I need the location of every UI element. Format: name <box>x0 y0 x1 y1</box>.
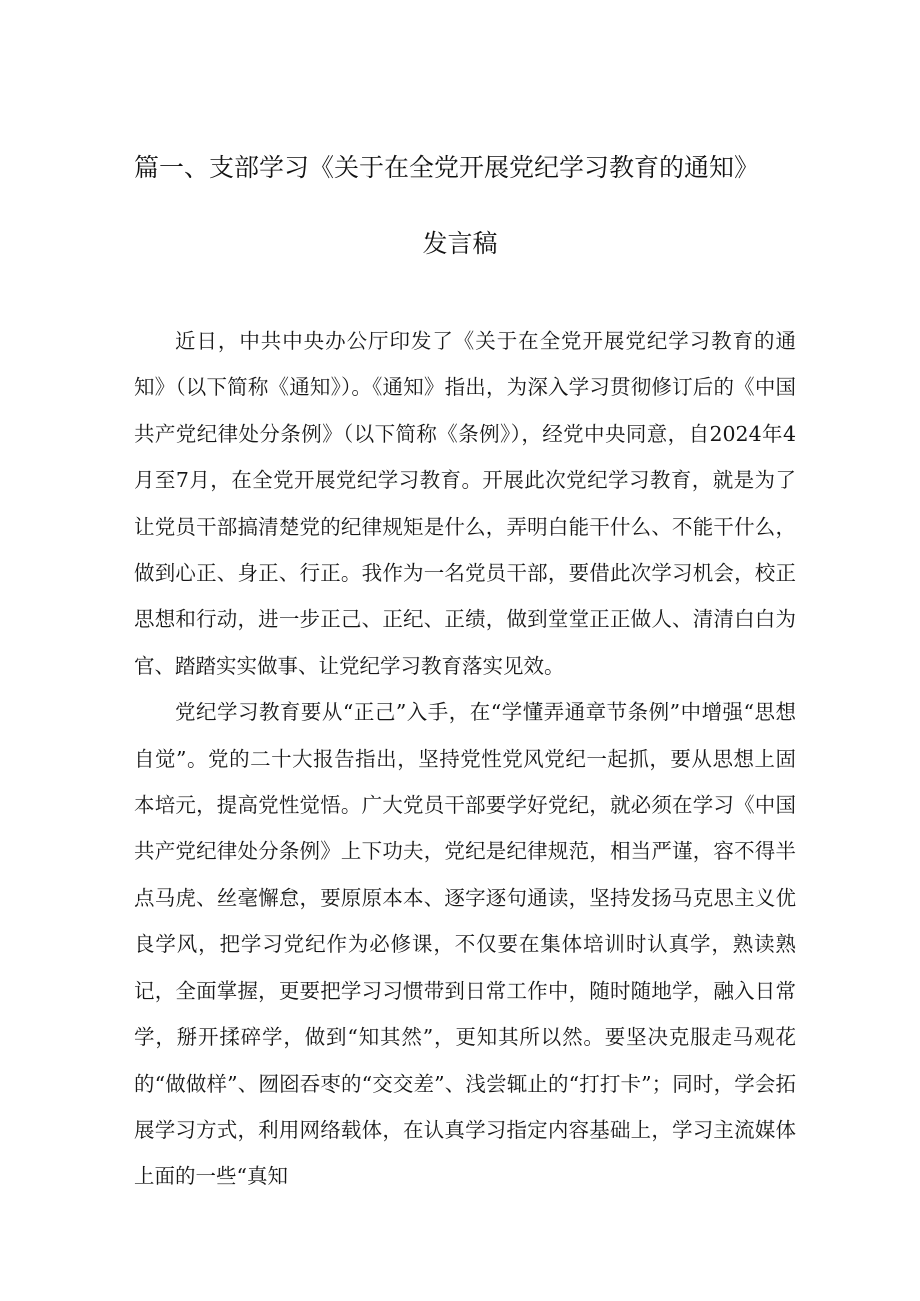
document-body <box>134 318 796 1200</box>
body-paragraph-1: 近日，中共中央办公厅印发了《关于在全党开展党纪学习教育的通知》（以下简称《通知》）。《通知》指出，为深入学习贯彻修订后的《中国共产党纪律处分条例》（以下简称《条例》），经党中央同意，自2024年4月至7月，在全党开展党纪学习教育。开展此次党纪学习教育，就是为了让党员干部搞清楚党的纪律规矩是什么，弄明白能干什么、不能干什么，做到心正、身正、行正。我作为一名党员干部，要借此次学习机会，校正思想和行动，进一步正己、正纪、正绩，做到堂堂正正做人、清清白白为官、踏踏实实做事、让党纪学习教育落实见效。 <box>134 329 796 678</box>
document-title-line-1: 篇一、支部学习《关于在全党开展党纪学习教育的通知》 <box>134 153 760 182</box>
body-paragraph-2: 党纪学习教育要从“正己”入手，在“学懂弄通章节条例”中增强“思想自觉”。党的二十大报告指出，坚持党性党风党纪一起抓，要从思想上固本培元，提高党性觉悟。广大党员干部要学好党纪，就必须在学习《中国共产党纪律处分条例》上下功夫，党纪是纪律规范，相当严谨，容不得半点马虎、丝毫懈怠，要原原本本、逐字逐句通读，坚持发扬马克思主义优良学风，把学习党纪作为必修课，不仅要在集体培训时认真学，熟读熟记，全面掌握，更要把学习习惯带到日常工作中，随时随地学，融入日常学，掰开揉碎学，做到“知其然”，更知其所以然。要坚决克服走马观花的“做做样”、囫囵吞枣的“交交差”、浅尝辄止的“打打卡”；同时，学会拓展学习方式，利用网络载体，在认真学习指定内容基础上，学习主流媒体上面的一些“真知 <box>134 700 796 1189</box>
document-title-line-2: 发言稿 <box>422 229 498 258</box>
